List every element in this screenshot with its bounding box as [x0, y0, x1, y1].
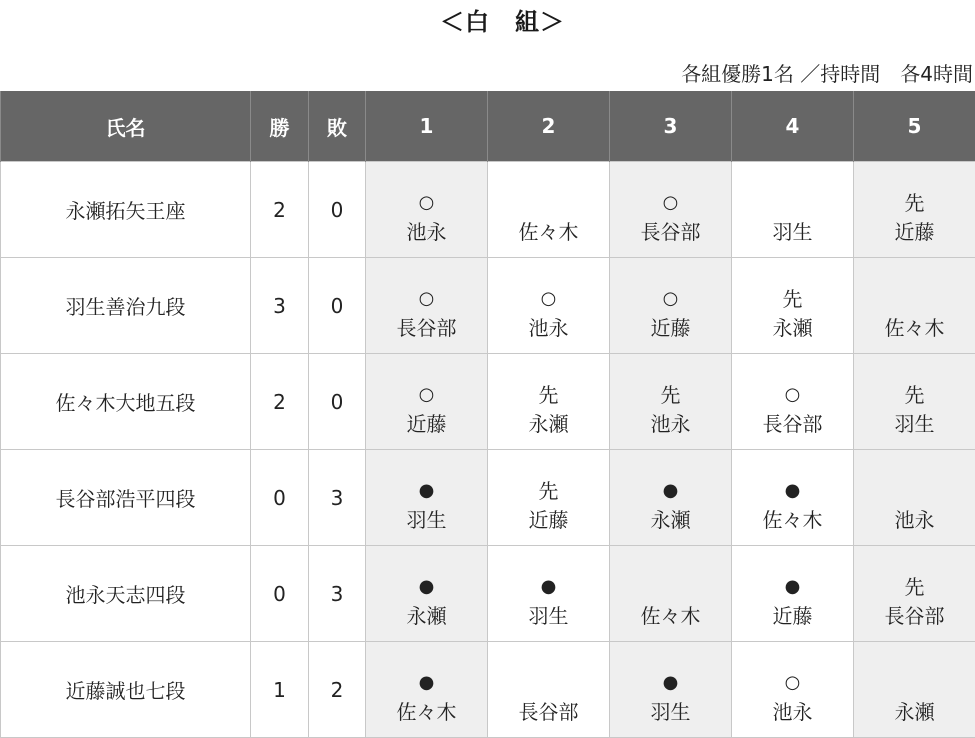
round-cell — [610, 546, 732, 642]
table-row — [1, 546, 975, 642]
opponent-name: 長谷部 — [641, 217, 701, 247]
header-round-5: 5 — [854, 91, 975, 162]
header-round-4: 4 — [732, 91, 854, 162]
round-cell — [610, 450, 732, 546]
opponent-name: 池永 — [529, 313, 569, 343]
result-mark: ● — [419, 669, 435, 697]
wins-count: 3 — [251, 258, 309, 354]
wins-count: 0 — [251, 450, 309, 546]
opponent-name: 永瀬 — [407, 601, 447, 631]
round-cell — [854, 162, 975, 258]
opponent-name: 池永 — [773, 697, 813, 727]
result-mark: 先 — [539, 381, 559, 409]
round-cell — [854, 450, 975, 546]
result-mark: ○ — [785, 381, 801, 409]
opponent-name: 佐々木 — [397, 697, 457, 727]
opponent-name: 池永 — [895, 505, 935, 535]
opponent-name: 近藤 — [529, 505, 569, 535]
result-mark: 先 — [539, 477, 559, 505]
opponent-name: 長谷部 — [519, 697, 579, 727]
table-body — [1, 162, 975, 738]
table-row — [1, 258, 975, 354]
round-cell — [610, 162, 732, 258]
opponent-name: 近藤 — [773, 601, 813, 631]
losses-count: 0 — [309, 258, 366, 354]
opponent-name: 永瀬 — [773, 313, 813, 343]
result-mark: ○ — [419, 189, 435, 217]
round-cell — [732, 642, 854, 738]
round-cell — [610, 642, 732, 738]
opponent-name: 羽生 — [651, 697, 691, 727]
result-mark: ● — [419, 477, 435, 505]
round-cell — [610, 354, 732, 450]
result-mark: ● — [785, 477, 801, 505]
result-mark: ● — [419, 573, 435, 601]
opponent-name: 永瀬 — [895, 697, 935, 727]
losses-count: 0 — [309, 354, 366, 450]
losses-count: 0 — [309, 162, 366, 258]
wins-count: 0 — [251, 546, 309, 642]
opponent-name: 佐々木 — [885, 313, 945, 343]
player-name: 池永天志四段 — [1, 546, 251, 642]
opponent-name: 近藤 — [651, 313, 691, 343]
round-cell — [366, 258, 488, 354]
opponent-name: 永瀬 — [651, 505, 691, 535]
round-cell — [732, 258, 854, 354]
opponent-name: 長谷部 — [763, 409, 823, 439]
opponent-name: 羽生 — [895, 409, 935, 439]
round-cell — [488, 450, 610, 546]
table-row — [1, 642, 975, 738]
opponent-name: 永瀬 — [529, 409, 569, 439]
round-cell — [366, 642, 488, 738]
result-mark: 先 — [905, 189, 925, 217]
page-title: ＜白 組＞ — [0, 2, 975, 37]
result-mark: 先 — [661, 381, 681, 409]
player-name: 羽生善治九段 — [1, 258, 251, 354]
table-row — [1, 354, 975, 450]
opponent-name: 近藤 — [407, 409, 447, 439]
opponent-name: 佐々木 — [519, 217, 579, 247]
round-cell — [488, 162, 610, 258]
header-row — [1, 91, 975, 162]
wins-count: 2 — [251, 354, 309, 450]
round-cell — [732, 450, 854, 546]
round-cell — [854, 642, 975, 738]
header-round-3: 3 — [610, 91, 732, 162]
opponent-name: 羽生 — [407, 505, 447, 535]
opponent-name: 近藤 — [895, 217, 935, 247]
round-cell — [854, 546, 975, 642]
result-mark: ○ — [663, 285, 679, 313]
result-mark: ○ — [419, 285, 435, 313]
round-cell — [732, 546, 854, 642]
round-cell — [488, 258, 610, 354]
player-name: 佐々木大地五段 — [1, 354, 251, 450]
result-mark: 先 — [783, 285, 803, 313]
result-mark: ● — [785, 573, 801, 601]
result-mark: ● — [663, 477, 679, 505]
round-cell — [366, 354, 488, 450]
round-cell — [366, 162, 488, 258]
league-table — [0, 91, 975, 738]
round-cell — [488, 546, 610, 642]
round-cell — [732, 354, 854, 450]
opponent-name: 長谷部 — [397, 313, 457, 343]
round-cell — [610, 258, 732, 354]
result-mark: 先 — [905, 381, 925, 409]
wins-count: 2 — [251, 162, 309, 258]
result-mark: ● — [541, 573, 557, 601]
table-row — [1, 162, 975, 258]
tournament-note: 各組優勝1名 ／持時間 各4時間 — [681, 58, 973, 87]
opponent-name: 長谷部 — [885, 601, 945, 631]
round-cell — [366, 546, 488, 642]
header-round-2: 2 — [488, 91, 610, 162]
result-mark: ○ — [785, 669, 801, 697]
header-round-1: 1 — [366, 91, 488, 162]
opponent-name: 池永 — [407, 217, 447, 247]
opponent-name: 佐々木 — [641, 601, 701, 631]
result-mark: ○ — [663, 189, 679, 217]
round-cell — [854, 258, 975, 354]
wins-count: 1 — [251, 642, 309, 738]
player-name: 近藤誠也七段 — [1, 642, 251, 738]
round-cell — [854, 354, 975, 450]
result-mark: ○ — [541, 285, 557, 313]
header-name: 氏名 — [1, 91, 251, 162]
opponent-name: 羽生 — [529, 601, 569, 631]
opponent-name: 池永 — [651, 409, 691, 439]
player-name: 長谷部浩平四段 — [1, 450, 251, 546]
header-wins: 勝 — [251, 91, 309, 162]
player-name: 永瀬拓矢王座 — [1, 162, 251, 258]
table-row — [1, 450, 975, 546]
round-cell — [488, 354, 610, 450]
losses-count: 3 — [309, 546, 366, 642]
round-cell — [732, 162, 854, 258]
header-losses: 敗 — [309, 91, 366, 162]
losses-count: 3 — [309, 450, 366, 546]
round-cell — [366, 450, 488, 546]
opponent-name: 佐々木 — [763, 505, 823, 535]
result-mark: ○ — [419, 381, 435, 409]
round-cell — [488, 642, 610, 738]
opponent-name: 羽生 — [773, 217, 813, 247]
losses-count: 2 — [309, 642, 366, 738]
result-mark: ● — [663, 669, 679, 697]
result-mark: 先 — [905, 573, 925, 601]
